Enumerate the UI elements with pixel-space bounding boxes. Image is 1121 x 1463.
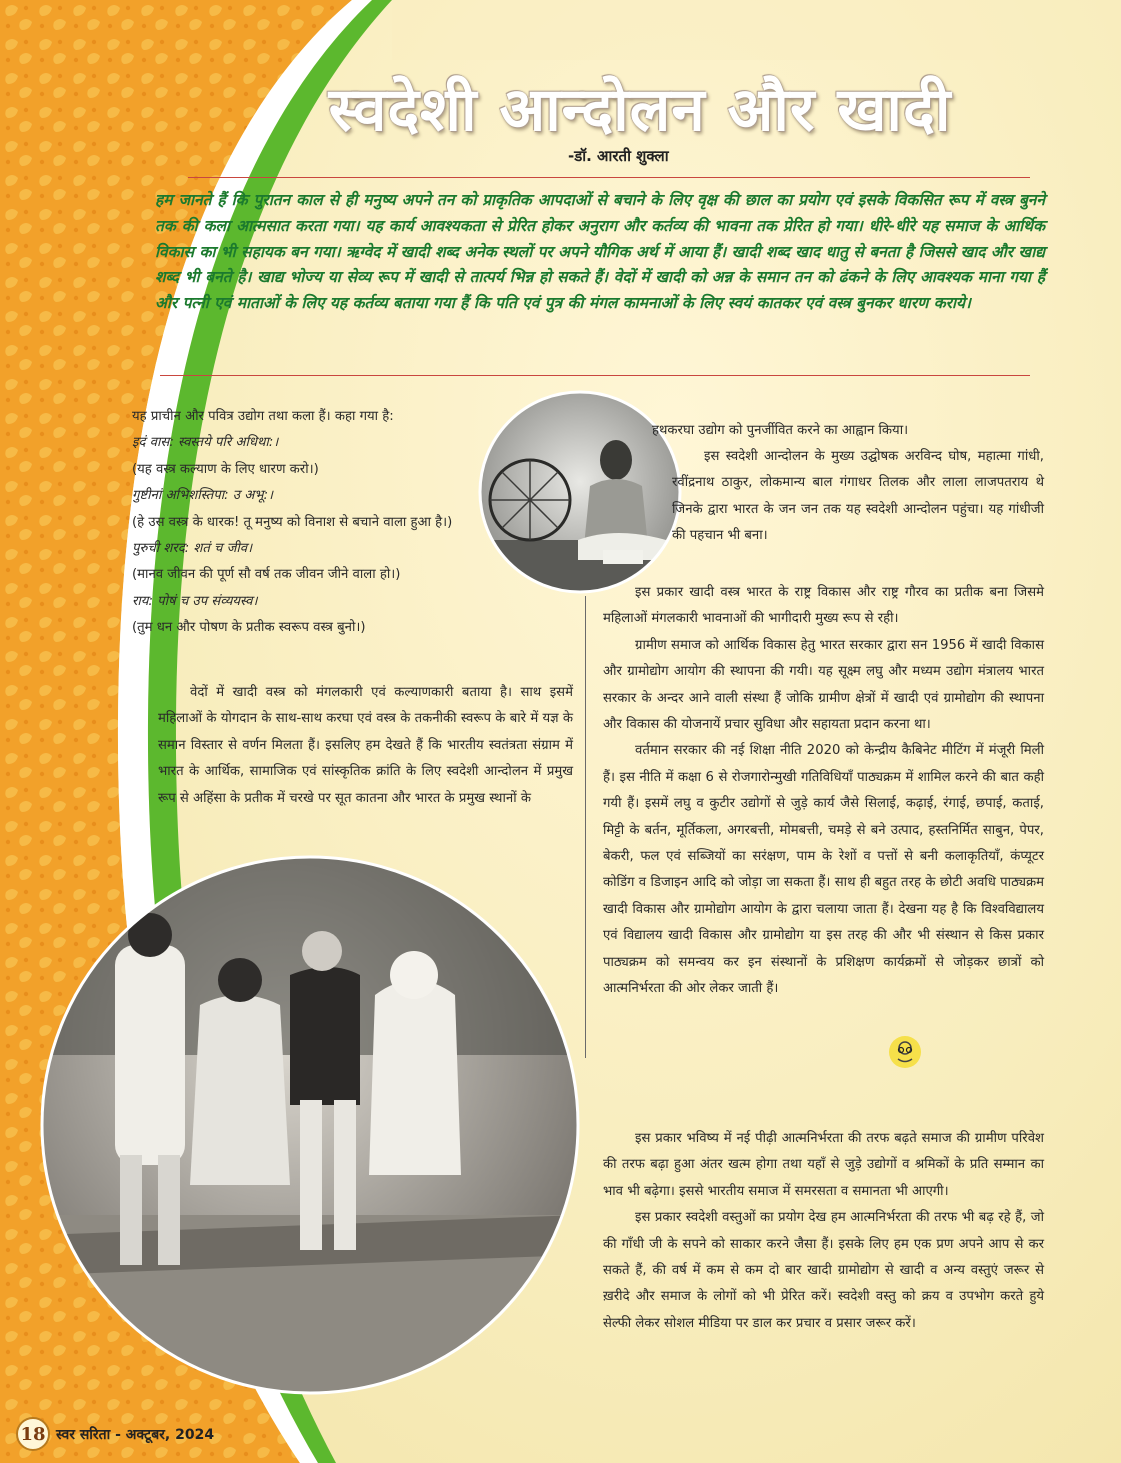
- page-number: 18: [16, 1417, 50, 1451]
- right-paragraph-2: ग्रामीण समाज को आर्थिक विकास हेतु भारत सरकार द्वारा सन 1956 में खादी विकास और ग्रामोद्योग आयोग की स्थापना की गयी। यह सूक्ष्म लघु और मध्यम उद्योग मंत्रालय भारत सरकार के अन्दर आने वाली संस्था हैं जोकि ग्रामीण क्षेत्रों में खादी एवं ग्रामोद्योग की स्थापना और विकास की योजनायें प्रचार सुविधा और सहायता प्रदान करना था।: [603, 637, 1044, 733]
- right-line-0: हथकरघा उद्योग को पुनर्जीवित करने का आह्वान किया।: [652, 423, 909, 438]
- sanskrit-verse-2: गुष्टीनां अभिशस्तिपा: उ अभू:।: [132, 488, 274, 504]
- left-paragraph-text: वेदों में खादी वस्त्र को मंगलकारी एवं कल्याणकारी बताया है। साथ इसमें महिलाओं के योगदान के साथ-साथ करघा एवं वस्त्र के तकनीकी स्वरूप के बारे में यज्ञ के समान विस्तार से वर्णन मिलता हैं। इसलिए हम देखते हैं कि भारतीय स्वतंत्रता संग्राम में भारत के आर्थिक, सामाजिक एवं सांस्कृतिक क्रांति के लिए स्वदेशी आन्दोलन में प्रमुख रूप से अहिंसा के प्रतीक में चरखे पर सूत कातना और भारत के प्रमुख स्थानों के: [158, 685, 573, 806]
- page-footer: [16, 1417, 276, 1451]
- verse-translation-1: (यह वस्त्र कल्याण के लिए धारण करो।): [132, 461, 319, 477]
- sanskrit-verse-3: पुरुची शरद: शतं च जीव।: [132, 541, 253, 557]
- right-column: [603, 580, 1044, 1060]
- right-column-bottom: [603, 1126, 1044, 1426]
- verse-translation-2: (हे उस वस्त्र के धारक! तू मनुष्य को विनाश से बचाने वाला हुआ है।): [132, 514, 453, 530]
- right-line-1: इस स्वदेशी आन्दोलन के मुख्य उद्घोषक अरविन्द घोष, महात्मा गांधी, रवींद्रनाथ ठाकुर, लोकमान्य बाल गंगाधर तिलक और लाला लाजपतराय थे जिनके द्वारा भारत के जन जन तक यह स्वदेशी आन्दोलन पहुंचा। यह गांधीजी की पहचान भी बना।: [672, 449, 1044, 544]
- magazine-name: स्वर सरिता - अक्टूबर, 2024: [56, 1426, 215, 1443]
- article-title: स्वदेशी आन्दोलन और खादी: [328, 75, 952, 145]
- intro-divider: [160, 375, 1030, 376]
- right-top-paragraph: [672, 444, 1044, 594]
- left-paragraph: [158, 680, 573, 845]
- right-paragraph-3: वर्तमान सरकार की नई शिक्षा नीति 2020 को केन्द्रीय कैबिनेट मीटिंग में मंजूरी मिली हैं। इस नीति में कक्षा 6 से रोजगारोन्मुखी गतिविधियाँ पाठ्यक्रम में शामिल करने की बात कही गयी हैं। इसमें लघु व कुटीर उद्योगों से जुड़े कार्य जैसे सिलाई, कढ़ाई, रंगाई, छपाई, कताई, मिट्टी के बर्तन, मूर्तिकला, अगरबत्ती, मोमबत्ती, चमड़े से बने उत्पाद, हस्तनिर्मित साबुन, पेपर, बेकरी, फल एवं सब्जियों का सरंक्षण, पाम के रेशों व पत्तों से बनी कलाकृतियाँ, कंप्यूटर कोडिंग व डिजाइन आदि को जोड़ा जा सकता हैं। साथ ही बहुत तरह के छोटी अवधि पाठ्यक्रम खादी विकास और ग्रामोद्योग आयोग के द्वारा चलाया जाता हैं। देखना यह है कि विश्वविद्यालय एवं विद्यालय खादी विकास और ग्रामोद्योग या इस तरह की और भी संस्थान से किस प्रकार पाठ्यक्रम को समन्वय कर इन संस्थानों के प्रशिक्षण कार्यक्रमों से जोड़कर छात्रों को आत्मनिर्भरता की ओर लेकर जाती हैं।: [603, 743, 1044, 997]
- verse-translation-4: (तुम धन और पोषण के प्रतीक स्वरूप वस्त्र बुनो।): [132, 620, 366, 636]
- sanskrit-verse-4: राय: पोषं च उप संव्ययस्व।: [132, 593, 258, 609]
- sanskrit-verse-1: इदं वास: स्वस्तये परि अधिथा:।: [132, 435, 279, 451]
- gandhi-glasses-icon: [888, 1035, 922, 1069]
- top-divider: [188, 177, 1030, 178]
- right-paragraph-5: इस प्रकार स्वदेशी वस्तुओं का प्रयोग देख हम आत्मनिर्भरता की तरफ भी बढ़ रहे हैं, जो की गाँधी जी के सपने को साकार करने जैसा हैं। इसके लिए हम एक प्रण अपने आप से कर सकते हैं, की वर्ष में कम से कम दो बार खादी ग्रामोद्योग से खादी व अन्य वस्तुएं जरूर से ख़रीदे और समाज के लोगों को भी प्रेरित करें। स्वदेशी वस्तु को क्रय व उपभोग करते हुये सेल्फी लेकर सोशल मीडिया पर डाल कर प्रचार व प्रसार जरूर करें।: [603, 1210, 1044, 1331]
- column-divider: [585, 596, 586, 1058]
- verse-translation-3: (मानव जीवन की पूर्ण सौ वर्ष तक जीवन जीने वाला हो।): [132, 567, 401, 583]
- author-byline: -डॉ. आरती शुक्ला: [568, 147, 669, 165]
- intro-paragraph: हम जानते हैं कि पुरातन काल से ही मनुष्य अपने तन को प्राकृतिक आपदाओं से बचाने के लिए वृक्ष की छाल का प्रयोग एवं इसके विकसित रूप में वस्त्र बुनने तक की कला आत्मसात करता गया। यह कार्य आवश्यकता से प्रेरित होकर अनुराग और कर्तव्य की भावना तक प्रेरित हो गया। धीरे-धीरे यह समाज के आर्थिक विकास का भी सहायक बन गया। ऋग्वेद में खादी शब्द अनेक स्थलों पर अपने यौगिक अर्थ में आया हैं। खादी शब्द खाद धातु से बनता है जिससे खाद और खाद्य शब्द भी बनते है। खाद्य भोज्य या सेव्य रूप में खादी से तात्पर्य भिन्न हो सकते हैं। वेदों में खादी को अन्न के समान तन को ढंकने के लिए आवश्यक माना गया हैं और पत्नी एवं माताओं के लिए यह कर्तव्य बताया गया हैं कि पति एवं पुत्र की मंगल कामनाओं के लिए स्वयं कातकर एवं वस्त्र बुनकर धारण कराये।: [155, 191, 1045, 313]
- right-paragraph-4: इस प्रकार भविष्य में नई पीढ़ी आत्मनिर्भरता की तरफ बढ़ते समाज की ग्रामीण परिवेश की तरफ बढ़ा हुआ अंतर खत्म होगा तथा यहाँ से जुड़े उद्योगों व श्रमिकों के प्रति सम्मान का भाव भी बढ़ेगा। इससे भारतीय समाज में समरसता व समानता भी आएगी।: [603, 1131, 1044, 1199]
- gandhi-walking-photo: [40, 855, 580, 1395]
- left-line-0: यह प्राचीन और पवित्र उद्योग तथा कला हैं। कहा गया है:: [132, 409, 394, 424]
- right-paragraph-1: इस प्रकार खादी वस्त्र भारत के राष्ट्र विकास और राष्ट्र गौरव का प्रतीक बना जिसमे महिलाओं मंगलकारी भावनाओं की भागीदारी मुख्य रूप से रही।: [603, 585, 1044, 627]
